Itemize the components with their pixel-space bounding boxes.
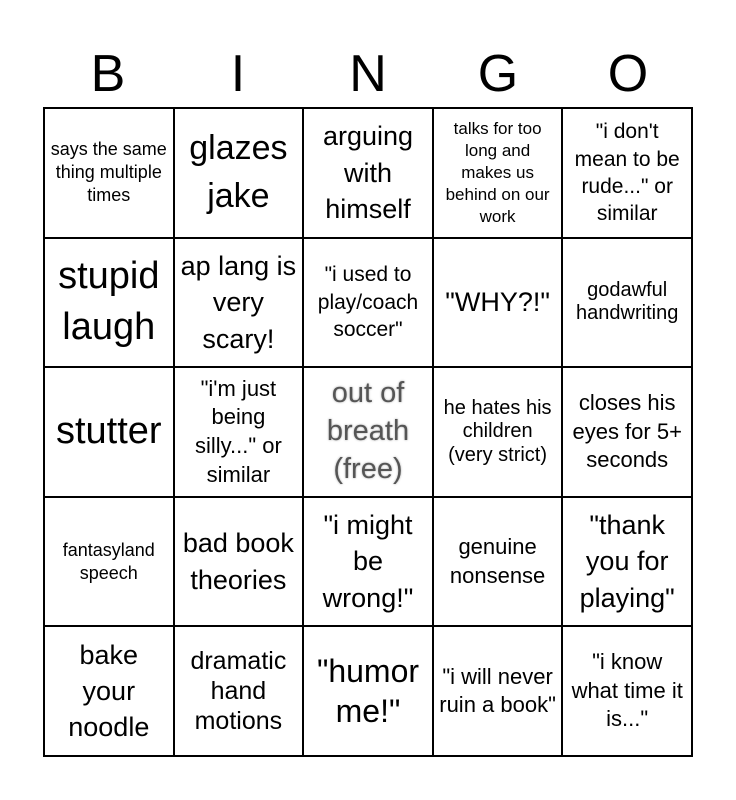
cell-text: dramatic hand motions <box>190 647 287 736</box>
cell-text: fantasyland speech <box>62 539 155 583</box>
bingo-cell[interactable] <box>433 108 563 238</box>
bingo-cell[interactable] <box>562 238 692 368</box>
cell-text: glazes jake <box>189 129 288 215</box>
cell-text: "i'm just being silly..." or similar <box>194 375 282 487</box>
cell-text: godawful handwriting <box>576 278 679 325</box>
bingo-grid <box>43 107 693 757</box>
header-letter-o: O <box>607 45 649 103</box>
cell-text: "i used to play/coach soccer" <box>317 263 419 342</box>
cell-text: stutter <box>55 410 162 453</box>
bingo-cell[interactable] <box>44 238 174 368</box>
bingo-cell[interactable] <box>44 108 174 238</box>
cell-text: he hates his children (very strict) <box>443 396 552 466</box>
bingo-cell[interactable] <box>433 238 563 368</box>
bingo-cell[interactable] <box>303 626 433 756</box>
header-letter-n: N <box>349 45 387 103</box>
bingo-cell[interactable] <box>433 497 563 627</box>
cell-text: "i will never ruin a book" <box>439 663 556 718</box>
cell-text: closes his eyes for 5+ seconds <box>572 390 682 473</box>
bingo-cell[interactable] <box>44 497 174 627</box>
cell-text: "i know what time it is..." <box>571 649 683 732</box>
cell-text: stupid laugh <box>58 255 160 349</box>
bingo-cell[interactable] <box>303 238 433 368</box>
header-letter-i: I <box>230 45 246 103</box>
cell-text: "humor me!" <box>316 653 420 730</box>
cell-text: bake your noodle <box>68 639 150 743</box>
bingo-cell[interactable] <box>433 626 563 756</box>
cell-text: ap lang is very scary! <box>180 250 297 354</box>
cell-text: "thank you for playing" <box>579 509 675 613</box>
free-space-cell[interactable] <box>303 367 433 497</box>
bingo-cell[interactable] <box>562 626 692 756</box>
cell-text: "i don't mean to be rude..." or similar <box>574 120 680 226</box>
bingo-cell[interactable] <box>174 108 304 238</box>
bingo-cell[interactable] <box>174 238 304 368</box>
cell-text: bad book theories <box>182 528 294 595</box>
cell-text: out of breath (free) <box>326 377 410 485</box>
header-letter-b: B <box>90 45 126 103</box>
bingo-cell[interactable] <box>562 367 692 497</box>
bingo-cell[interactable] <box>174 497 304 627</box>
cell-text: "i might be wrong!" <box>322 509 414 613</box>
header-letter-g: G <box>477 45 519 103</box>
bingo-cell[interactable] <box>44 367 174 497</box>
bingo-cell[interactable] <box>562 108 692 238</box>
bingo-cell[interactable] <box>433 367 563 497</box>
bingo-cell[interactable] <box>44 626 174 756</box>
bingo-cell[interactable] <box>174 626 304 756</box>
bingo-cell[interactable] <box>303 108 433 238</box>
cell-text: genuine nonsense <box>449 534 546 588</box>
bingo-cell[interactable] <box>174 367 304 497</box>
bingo-header <box>43 40 693 108</box>
cell-text: "WHY?!" <box>445 287 550 318</box>
cell-text: says the same thing multiple times <box>50 139 167 206</box>
cell-text: talks for too long and makes us behind on our work <box>445 118 550 226</box>
bingo-cell[interactable] <box>562 497 692 627</box>
bingo-cell[interactable] <box>303 497 433 627</box>
cell-text: arguing with himself <box>322 121 414 225</box>
